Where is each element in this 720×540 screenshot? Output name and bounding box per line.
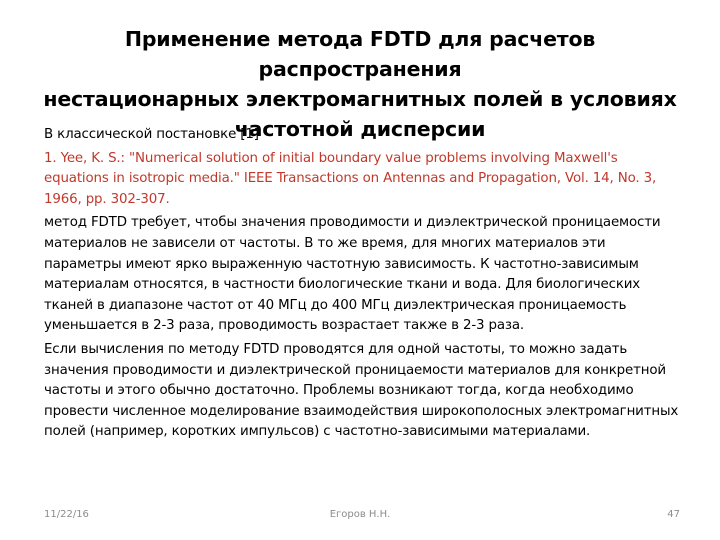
paragraph-1: метод FDTD требует, чтобы значения проводимости и диэлектрической проницаемости материалов не зависели от частоты. В то же время, для многих материалов эти параметры имеют ярко выраженную частотную зависимость. К частотно-зависимым материалам относятся, в частности биологические ткани и вода. Для биологических тканей в диапазоне частот от 40 МГц до 400 МГц диэлектрическая проницаемость уменьшается в 2-3 раза, проводимость возрастает также в 2-3 раза. [44,215,661,334]
reference-citation: 1. Yee, K. S.: "Numerical solution of initial boundary value problems involving Maxwell's equations in isotropic media." IEEE Transactions on Antennas and Propagation, Vol. 14, No. 3, 1966, pp. 302-307. [44,150,657,207]
paragraph-2: Если вычисления по методу FDTD проводятся для одной частоты, то можно задать значения проводимости и диэлектрической проницаемости материалов для конкретной частоты и этого обычно достаточно. Проблемы возникают тогда, когда необходимо провести численное моделирование взаимодействия широкополосных электромагнитных полей (например, коротких импульсов) с частотно-зависимыми материалами. [44,341,679,440]
footer-author: Егоров Н.Н. [329,509,391,520]
slide-title-line-1: Применение метода FDTD для расчетов распространения [124,27,596,81]
slide-title-line-2: нестационарных электромагнитных полей в условиях [43,87,677,111]
footer-date: 11/22/16 [44,509,89,520]
slide-body [44,125,684,446]
footer-page-number: 47 [667,509,680,520]
intro-text: В классической постановке [1] [44,127,259,142]
slide-title-line-3: частотной дисперсии [234,117,486,141]
